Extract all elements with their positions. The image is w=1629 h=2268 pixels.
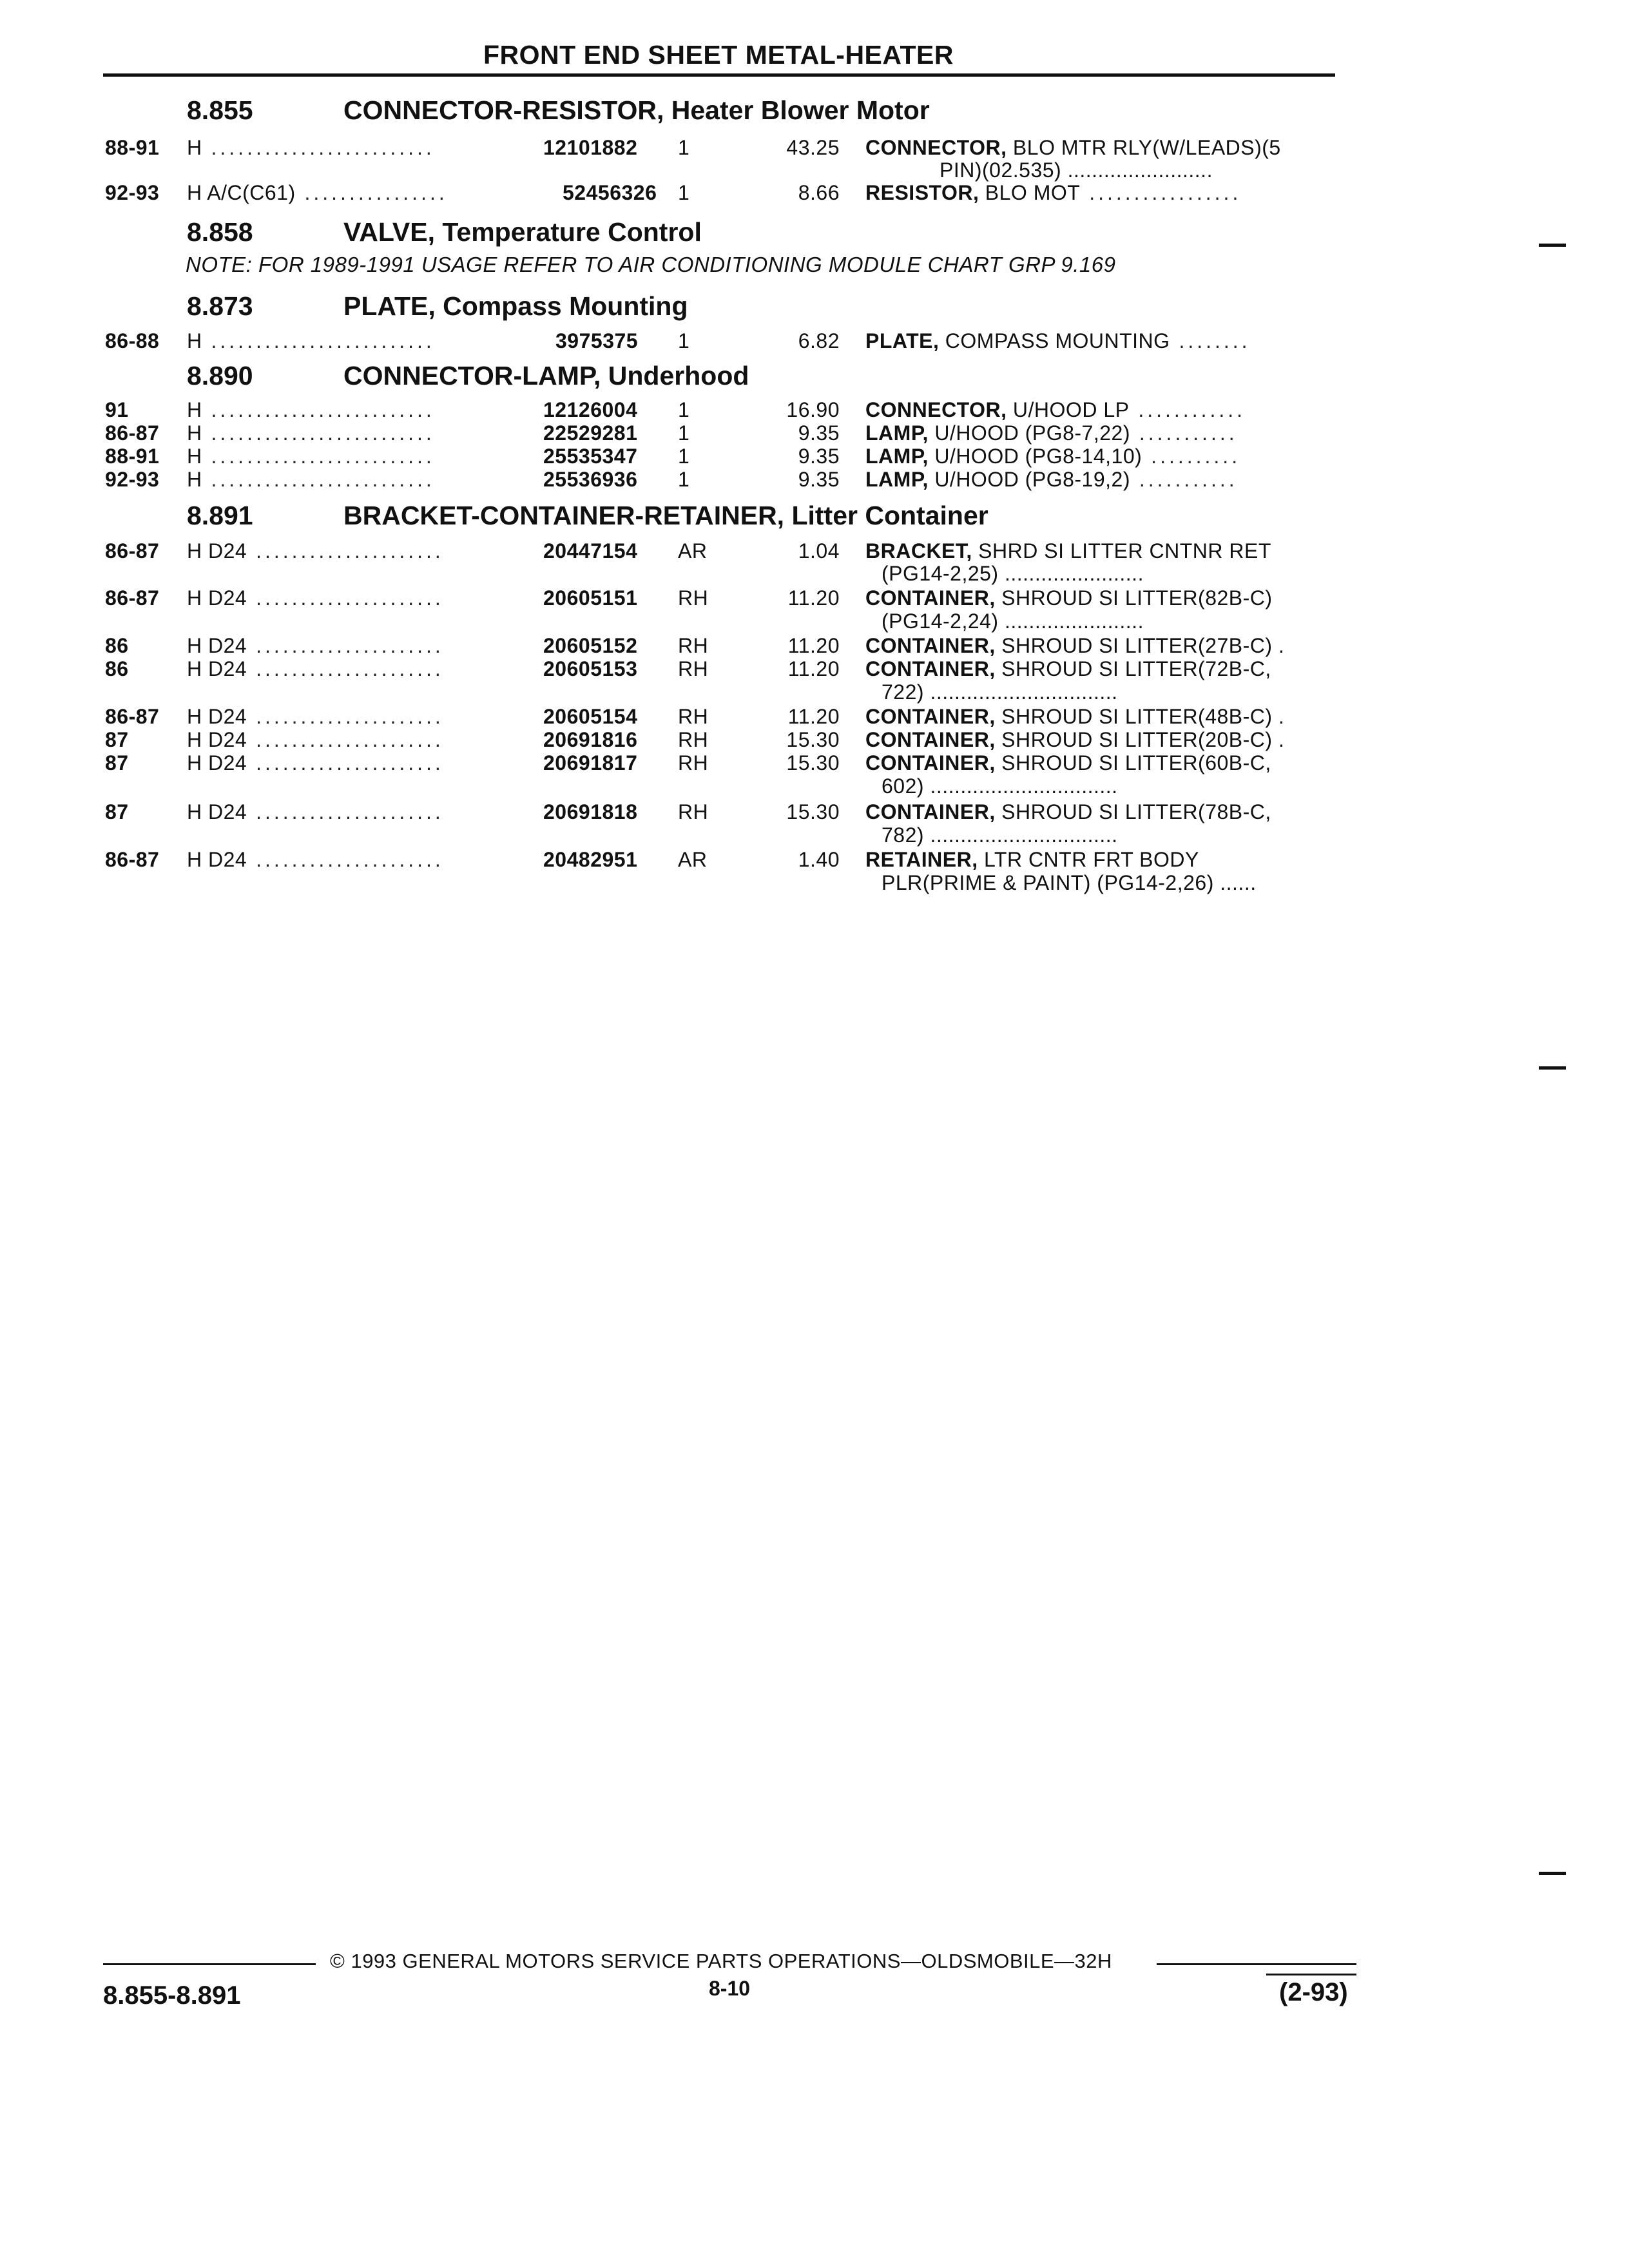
table-row [0, 180, 1629, 205]
row-years: 86-88 [105, 329, 160, 352]
row-price: 9.35 [798, 445, 840, 468]
row-years: 86-87 [105, 848, 160, 871]
row-price: 16.90 [786, 398, 840, 421]
row-description-continued: PIN)(02.535) ........................ [940, 159, 1213, 182]
row-part-number: 20447154 [543, 539, 638, 562]
row-part-number: 20691818 [543, 800, 638, 823]
row-price: 8.66 [798, 181, 840, 204]
row-description: CONTAINER, SHROUD SI LITTER(82B-C) [865, 586, 1273, 610]
section-title: CONNECTOR-RESISTOR, Heater Blower Motor [343, 95, 930, 125]
row-application: H A/C(C61) ................ [187, 181, 448, 204]
section-title: BRACKET-CONTAINER-RETAINER, Litter Container [343, 501, 988, 530]
row-quantity: 1 [678, 421, 690, 445]
row-description: CONNECTOR, U/HOOD LP ............ [865, 398, 1246, 421]
row-price: 1.40 [798, 848, 840, 871]
section-title: VALVE, Temperature Control [343, 217, 702, 247]
table-row [0, 398, 1629, 422]
table-row [0, 467, 1629, 492]
row-description: BRACKET, SHRD SI LITTER CNTNR RET [865, 539, 1271, 562]
section-number: 8.891 [187, 501, 253, 530]
table-row [0, 751, 1629, 775]
row-description-continued: (PG14-2,24) ....................... [882, 610, 1144, 633]
row-part-number: 25536936 [543, 468, 638, 491]
footer-group-range: 8.855-8.891 [103, 1981, 241, 2010]
row-part-number: 20691816 [543, 728, 638, 751]
section-number: 8.858 [187, 217, 253, 247]
row-price: 15.30 [786, 751, 840, 774]
row-description: RESISTOR, BLO MOT ................. [865, 181, 1242, 204]
section-number: 8.873 [187, 291, 253, 321]
table-row [0, 135, 1629, 160]
row-description: RETAINER, LTR CNTR FRT BODY [865, 848, 1199, 871]
row-quantity: RH [678, 705, 709, 728]
footer-rule [103, 1963, 316, 1965]
row-description: PLATE, COMPASS MOUNTING ........ [865, 329, 1251, 352]
row-application: H ......................... [187, 329, 435, 352]
row-price: 15.30 [786, 800, 840, 823]
section-title: CONNECTOR-LAMP, Underhood [343, 361, 749, 390]
margin-mark [1539, 1872, 1566, 1875]
row-description-continued: 602) ............................... [882, 774, 1118, 798]
section-number: 8.855 [187, 95, 253, 125]
row-application: H ......................... [187, 445, 435, 468]
row-years: 86-87 [105, 705, 160, 728]
table-row [0, 539, 1629, 563]
row-description: LAMP, U/HOOD (PG8-14,10) .......... [865, 445, 1241, 468]
row-part-number: 20605153 [543, 657, 638, 680]
row-price: 9.35 [798, 421, 840, 445]
row-quantity: RH [678, 586, 709, 610]
row-application: H D24 ..................... [187, 705, 444, 728]
row-price: 1.04 [798, 539, 840, 562]
row-description-continued: 782) ............................... [882, 823, 1118, 847]
row-years: 86 [105, 634, 129, 657]
row-description: LAMP, U/HOOD (PG8-19,2) ........... [865, 468, 1238, 491]
row-description-continued: 722) ............................... [882, 680, 1118, 704]
section-heading [187, 217, 702, 247]
table-row [0, 444, 1629, 468]
section-heading [187, 501, 988, 531]
row-description: CONTAINER, SHROUD SI LITTER(78B-C, [865, 800, 1271, 823]
row-years: 86 [105, 657, 129, 680]
row-description: CONTAINER, SHROUD SI LITTER(20B-C) . [865, 728, 1285, 751]
row-price: 9.35 [798, 468, 840, 491]
row-price: 11.20 [787, 657, 840, 680]
row-quantity: RH [678, 634, 709, 657]
row-quantity: 1 [678, 329, 690, 352]
row-description-continued: PLR(PRIME & PAINT) (PG14-2,26) ...... [882, 871, 1257, 894]
section-number: 8.890 [187, 361, 253, 390]
row-part-number: 12126004 [543, 398, 638, 421]
row-part-number: 3975375 [555, 329, 639, 352]
row-years: 87 [105, 728, 129, 751]
footer-copyright: © 1993 GENERAL MOTORS SERVICE PARTS OPERATIONS—OLDSMOBILE—32H [330, 1950, 1112, 1972]
footer-rule [1266, 1974, 1356, 1975]
table-row [0, 704, 1629, 729]
row-quantity: 1 [678, 445, 690, 468]
table-row [0, 633, 1629, 658]
row-application: H ......................... [187, 398, 435, 421]
row-years: 91 [105, 398, 129, 421]
table-row [0, 727, 1629, 752]
table-row [0, 329, 1629, 353]
row-application: H D24 ..................... [187, 657, 444, 680]
row-years: 86-87 [105, 586, 160, 610]
row-part-number: 20482951 [543, 848, 638, 871]
row-price: 11.20 [787, 634, 840, 657]
row-quantity: RH [678, 751, 709, 774]
row-application: H D24 ..................... [187, 634, 444, 657]
row-price: 6.82 [798, 329, 840, 352]
row-quantity: 1 [678, 468, 690, 491]
row-quantity: 1 [678, 181, 690, 204]
row-description: CONTAINER, SHROUD SI LITTER(27B-C) . [865, 634, 1285, 657]
row-description: CONTAINER, SHROUD SI LITTER(60B-C, [865, 751, 1271, 774]
row-quantity: RH [678, 728, 709, 751]
row-quantity: RH [678, 657, 709, 680]
table-row [0, 800, 1629, 824]
row-application: H ......................... [187, 136, 435, 159]
table-row [0, 847, 1629, 872]
section-note: NOTE: FOR 1989-1991 USAGE REFER TO AIR CONDITIONING MODULE CHART GRP 9.169 [186, 253, 1116, 276]
row-application: H ......................... [187, 421, 435, 445]
row-quantity: AR [678, 848, 708, 871]
row-years: 88-91 [105, 445, 160, 468]
row-application: H D24 ..................... [187, 539, 444, 562]
section-title: PLATE, Compass Mounting [343, 291, 688, 321]
row-application: H D24 ..................... [187, 586, 444, 610]
footer-rule [1157, 1963, 1356, 1965]
row-description: LAMP, U/HOOD (PG8-7,22) ........... [865, 421, 1238, 445]
row-description: CONTAINER, SHROUD SI LITTER(48B-C) . [865, 705, 1285, 728]
row-application: H D24 ..................... [187, 751, 444, 774]
row-application: H D24 ..................... [187, 800, 444, 823]
row-part-number: 52456326 [563, 181, 657, 204]
page-title: FRONT END SHEET METAL-HEATER [483, 40, 954, 70]
section-heading [187, 291, 688, 322]
row-years: 92-93 [105, 181, 160, 204]
footer-page-number: 8-10 [709, 1977, 751, 2000]
row-part-number: 25535347 [543, 445, 638, 468]
row-part-number: 12101882 [543, 136, 638, 159]
row-years: 86-87 [105, 539, 160, 562]
section-heading [187, 361, 749, 391]
row-application: H D24 ..................... [187, 728, 444, 751]
margin-mark [1539, 244, 1566, 247]
row-part-number: 20605151 [543, 586, 638, 610]
row-price: 11.20 [787, 586, 840, 610]
row-years: 92-93 [105, 468, 160, 491]
row-part-number: 20691817 [543, 751, 638, 774]
row-quantity: 1 [678, 398, 690, 421]
row-part-number: 22529281 [543, 421, 638, 445]
row-years: 87 [105, 800, 129, 823]
row-part-number: 20605154 [543, 705, 638, 728]
row-application: H ......................... [187, 468, 435, 491]
row-price: 15.30 [786, 728, 840, 751]
row-years: 87 [105, 751, 129, 774]
table-row [0, 586, 1629, 610]
row-quantity: AR [678, 539, 708, 562]
row-quantity: RH [678, 800, 709, 823]
row-quantity: 1 [678, 136, 690, 159]
margin-mark [1539, 1066, 1566, 1070]
footer-date: (2-93) [1279, 1978, 1348, 2006]
row-years: 88-91 [105, 136, 160, 159]
row-price: 43.25 [786, 136, 840, 159]
row-description-continued: (PG14-2,25) ....................... [882, 562, 1144, 585]
table-row [0, 657, 1629, 681]
row-application: H D24 ..................... [187, 848, 444, 871]
table-row [0, 421, 1629, 445]
row-price: 11.20 [787, 705, 840, 728]
row-description: CONTAINER, SHROUD SI LITTER(72B-C, [865, 657, 1271, 680]
row-part-number: 20605152 [543, 634, 638, 657]
section-heading [187, 95, 930, 126]
row-description: CONNECTOR, BLO MTR RLY(W/LEADS)(5 [865, 136, 1281, 159]
row-years: 86-87 [105, 421, 160, 445]
header-rule [103, 73, 1335, 77]
